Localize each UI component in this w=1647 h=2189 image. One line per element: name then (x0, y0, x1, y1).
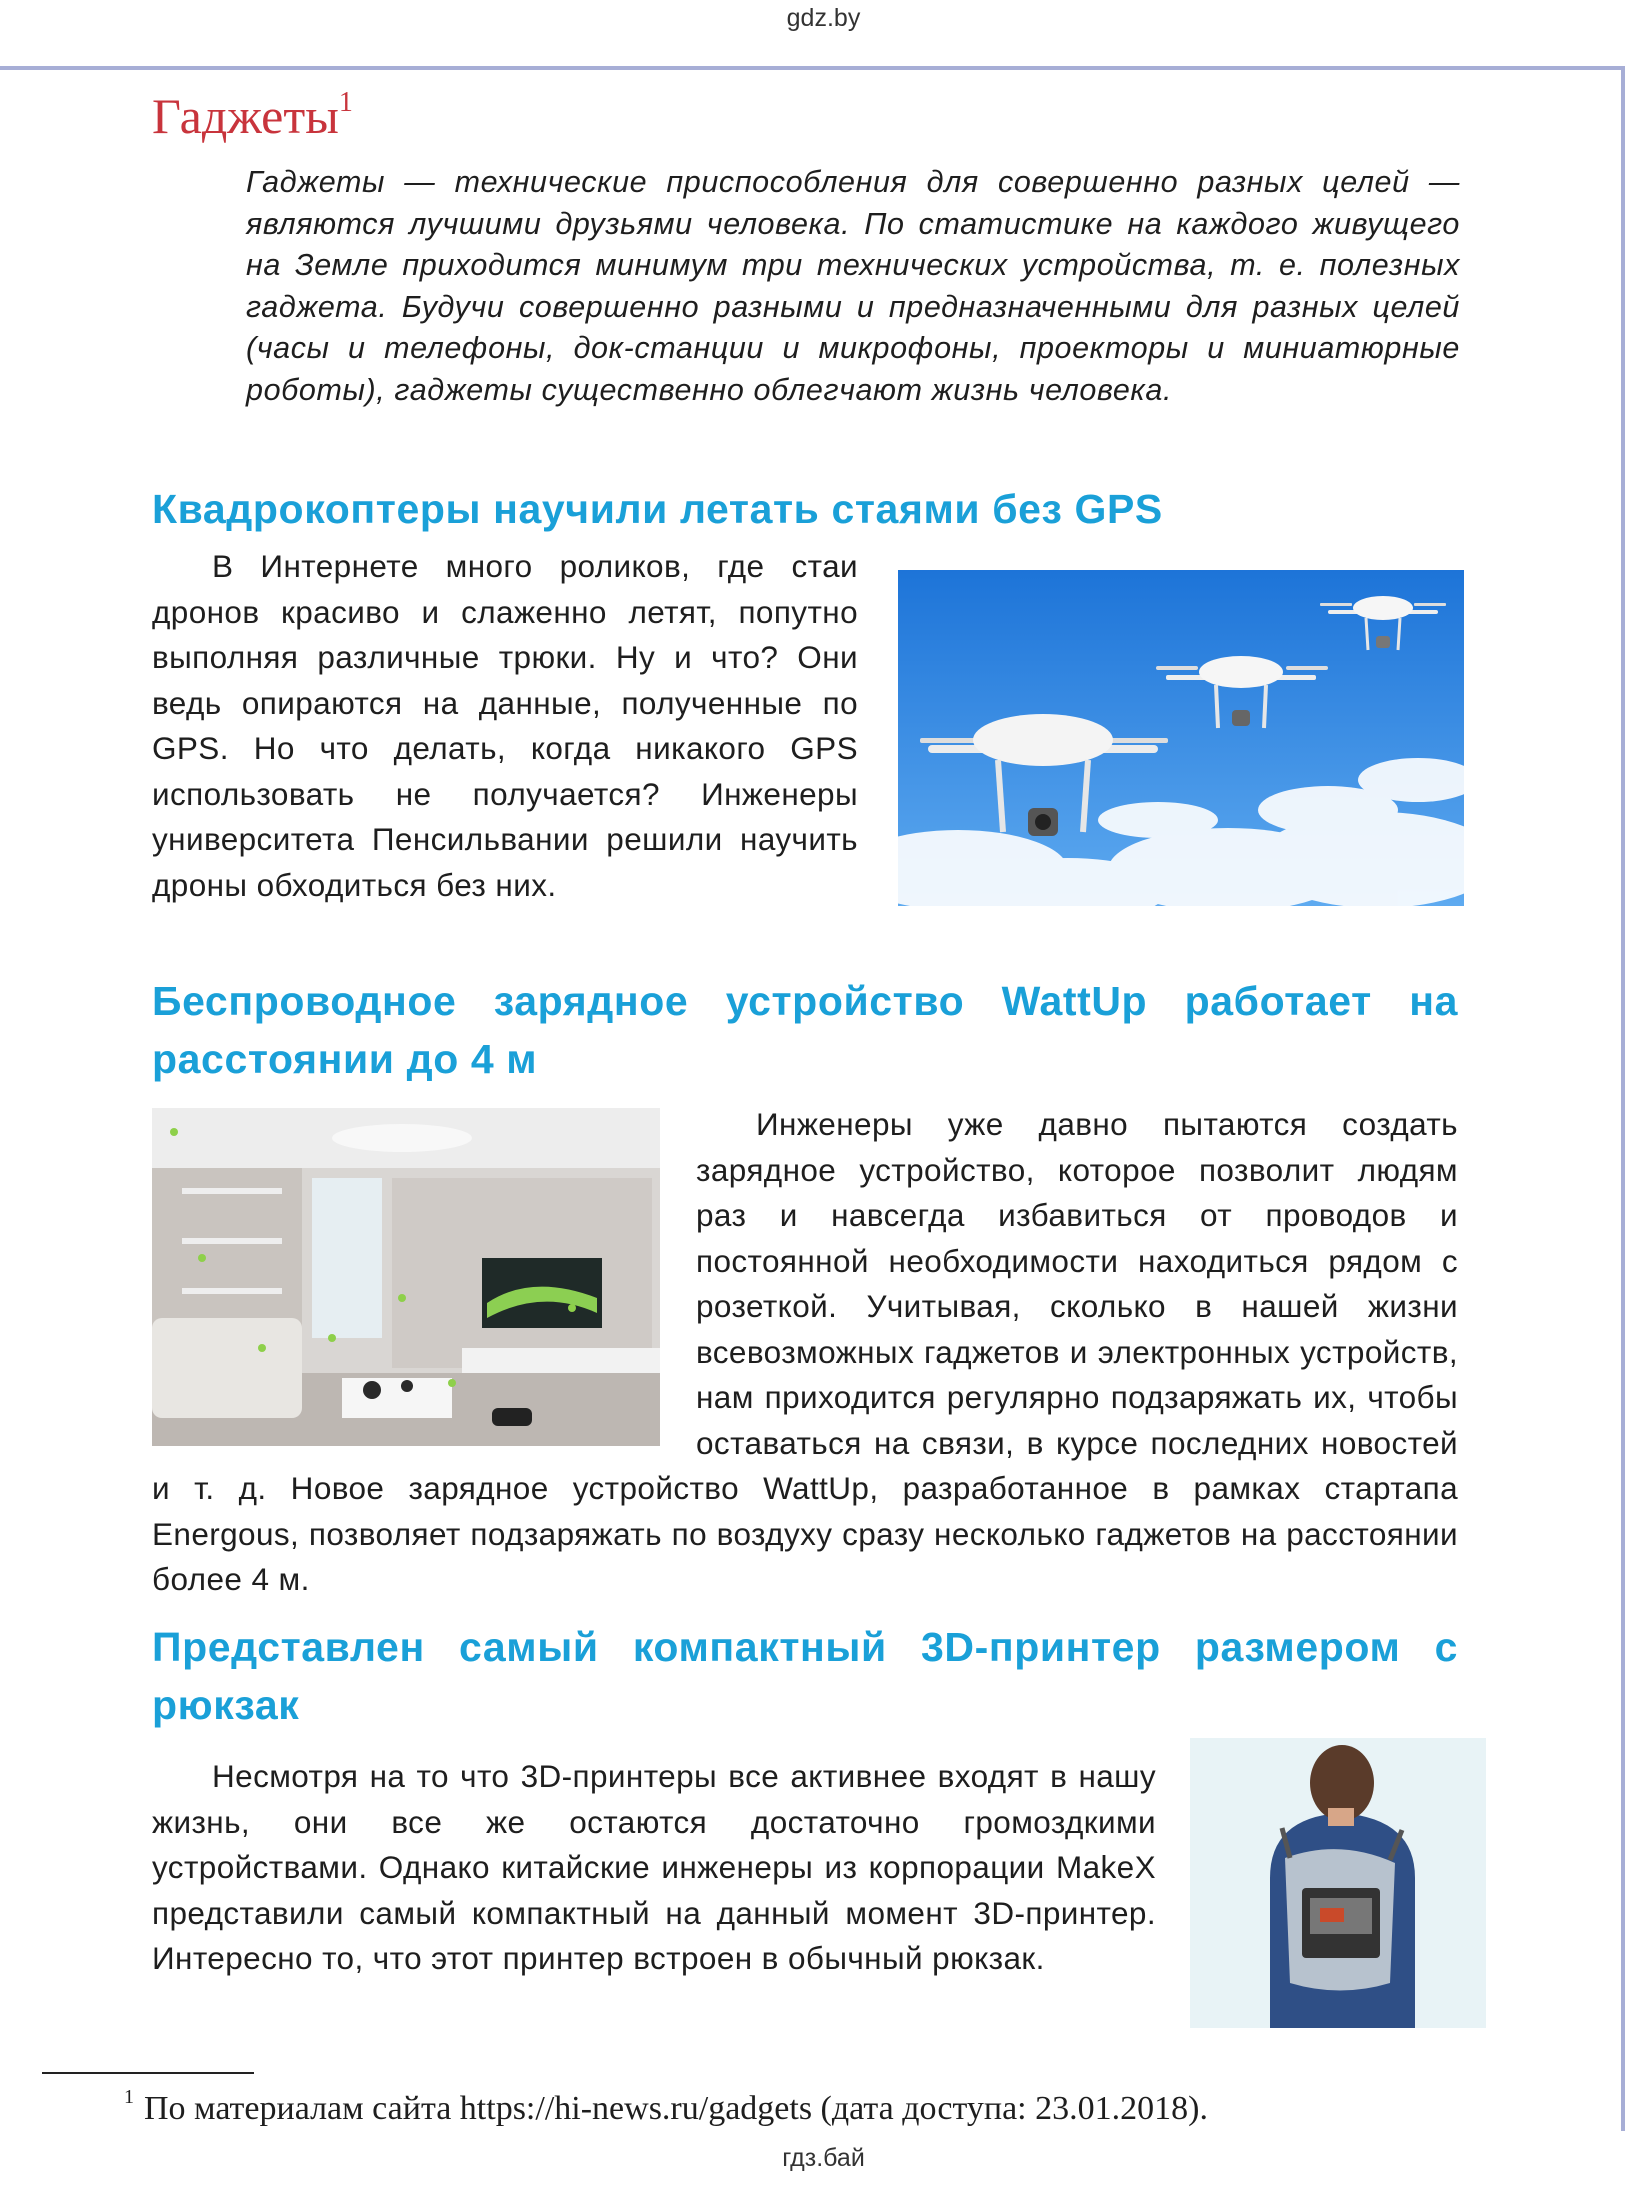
footnote-mark: 1 (124, 2086, 134, 2108)
page-title (152, 86, 353, 146)
page-title-text: Гаджеты (152, 88, 339, 144)
section-heading-printer: Представлен самый компактный 3D-принтер размером с рюкзак (152, 1624, 1458, 1728)
living-room-photo (152, 1108, 660, 1446)
page-frame-right (1621, 66, 1625, 2131)
site-footer: гдз.бай (782, 2144, 865, 2172)
drones-photo (898, 570, 1464, 906)
site-header: gdz.by (786, 4, 861, 32)
section-text-wattup: Инженеры уже давно пытаются создать зарядное устройство, которое позволит людям раз и навсегда избавиться от проводов и постоянной необходимости находиться рядом с розеткой. Учитывая, сколько в нашей жизни всевозможных гаджетов и электронных устройств, нам приходится регулярно подзаряжать их, чтобы оставаться на связи, в курсе последних новостей и т. д. Новое зарядное устройство WattUp, разработанное в рамках стартапа Energous, позволяет подзаряжать по воздуху сразу несколько гаджетов на расстоянии более 4 м. (152, 1106, 1458, 1597)
page-frame-top (0, 66, 1625, 70)
section-heading-wattup: Беспроводное зарядное устройство WattUp работает на расстоянии до 4 м (152, 978, 1458, 1082)
backpack-printer-photo (1190, 1738, 1486, 2028)
section-text-drones: В Интернете много роликов, где стаи дронов красиво и слаженно летят, попутно выполняя различные трюки. Ну и что? Они ведь опираются на данные, полученные по GPS. Но что делать, когда никакого GPS использовать не получается? Инженеры университета Пенсильвании решили научить дроны обходиться без них. (152, 548, 858, 903)
section-text-wattup-wrapper (152, 1108, 1458, 1603)
intro-paragraph: Гаджеты — технические приспособления для совершенно разных целей — являются лучшими друзьями человека. По статистике на каждого живущего на Земле приходится минимум три технических устройства, т. е. полезных гаджета. Будучи совершенно разными и предназначенными для разных целей (часы и телефоны, док-станции и микрофоны, проекторы и миниатюрные роботы), гаджеты существенно облегчают жизнь человека. (246, 165, 1460, 407)
title-footnote-mark: 1 (338, 87, 353, 118)
footnote-rule (42, 2072, 254, 2074)
footnote-text: По материалам сайта https://hi-news.ru/gadgets (дата доступа: 23.01.2018). (144, 2090, 1208, 2127)
section-heading-drones: Квадрокоптеры научили летать стаями без GPS (152, 486, 1163, 532)
footnote (124, 2086, 1208, 2128)
section-text-printer: Несмотря на то что 3D-принтеры все активнее входят в нашу жизнь, они все же остаются достаточно громоздкими устройствами. Однако китайские инженеры из корпорации MakeX представили самый компактный на данный момент 3D-принтер. Интересно то, что этот принтер встроен в обычный рюкзак. (152, 1758, 1156, 1976)
